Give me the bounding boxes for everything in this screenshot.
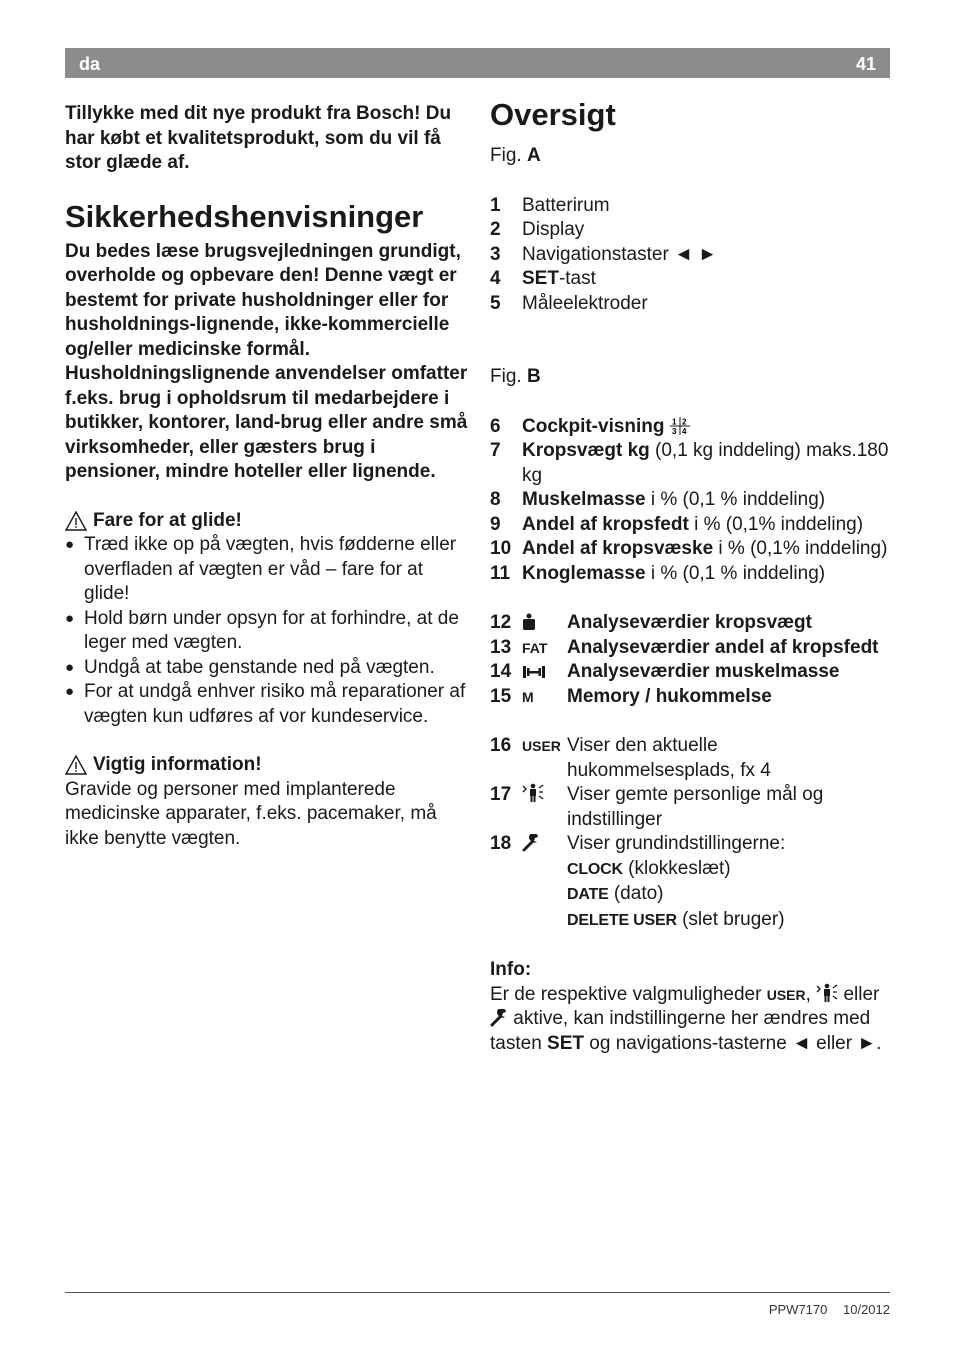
list-item: 6 Cockpit-visning 1 2 3 4 (490, 415, 890, 440)
list-item: 5 Måleelektroder (490, 292, 648, 314)
list-item: 3 Navigationstaster ◄ ► (490, 243, 717, 265)
fig-a-list (490, 194, 890, 317)
list-item: 13 FAT Analyseværdier andel af kropsfedt (490, 636, 890, 661)
right-column (490, 96, 890, 1056)
user-icon: USER (522, 738, 561, 754)
list-item: 4 SET-tast (490, 268, 596, 289)
warning-info-heading (65, 753, 470, 778)
edition-date: 10/2012 (843, 1302, 890, 1317)
intro-text: Tillykke med dit nye produkt fra Bosch! Du har købt et kvalitetsprodukt, som du vil få stor glæde af. (65, 103, 452, 173)
model-number: PPW7170 (768, 1302, 828, 1317)
list-item: 1 Batterirum (490, 194, 610, 216)
list-item: 15 M Memory / hukommelse (490, 685, 890, 710)
person-icon (522, 783, 544, 803)
cockpit-icon (670, 417, 690, 435)
list-item: ● Undgå at tabe genstande ned på vægten. (65, 656, 470, 681)
svg-text:2: 2 (681, 417, 687, 426)
footer-divider (65, 1292, 890, 1293)
dumbbell-icon (522, 664, 546, 680)
footer (769, 1298, 890, 1323)
weight-icon (522, 613, 536, 631)
language-code: da (79, 54, 101, 74)
warning-info-title: Vigtig information! (93, 754, 262, 775)
list-item: 11 Knoglemasse i % (0,1 % inddeling) (490, 562, 826, 584)
wrench-icon (522, 834, 540, 852)
info-title: Info: (490, 959, 532, 980)
safety-title: Sikkerhedshenvisninger (65, 198, 424, 234)
wrench-icon (490, 1009, 508, 1027)
list-item: 9 Andel af kropsfedt i % (0,1% inddeling) (490, 513, 864, 535)
list-item: 2 Display (490, 219, 585, 240)
safety-text: Du bedes læse brugsvejledningen grundigt, overholde og opbevare den! Denne vægt er bestemt for private husholdninger eller for husholdnings-lignende, ikke-kommercielle og/eller medicinske formål. Husholdningslignende anvendelser omfatter f.eks. brug i opholdsrum til medarbejdere i butikker, kontorer, land-brug eller andre små virksomheder, eller gæsters brug i pensioner, mindre hoteller eller lignende. (65, 240, 468, 482)
svg-text:1: 1 (671, 417, 677, 426)
analysis-list (490, 611, 890, 709)
svg-text:4: 4 (681, 426, 687, 435)
warning-info-text: Gravide og personer med implanterede medicinske apparater, f.eks. pacemaker, må ikke benytte vægten. (65, 778, 437, 849)
list-item: ● For at undgå enhver risiko må reparationer af vægten kun udføres af vor kundeservice. (65, 680, 470, 729)
header-bar (65, 48, 890, 78)
overview-title: Oversigt (490, 97, 616, 132)
info-text: Er de respektive valgmuligheder USER, eller aktive, kan indstillingerne her ændres med tasten SET og navigations-tasterne ◄ eller ►. (490, 983, 882, 1054)
person-icon (816, 983, 838, 1003)
fat-icon: FAT (522, 639, 548, 656)
warning-slip-list (65, 533, 470, 729)
warning-slip-title: Fare for at glide! (93, 509, 242, 531)
list-item: 10 Andel af kropsvæske i % (0,1% inddeling) (490, 538, 888, 559)
fig-b-caption: Fig. B (490, 366, 541, 387)
warning-icon (65, 511, 87, 531)
display-list (490, 734, 890, 933)
list-item: 17 Viser gemte personlige mål og indstillinger (490, 784, 824, 830)
list-item: 18 Viser grundindstillingerne: CLOCK (klokkeslæt) DATE (dato) DELETE USER (slet bruger) (490, 833, 786, 930)
fig-a-caption: Fig. A (490, 145, 541, 166)
page-number: 41 (855, 54, 876, 74)
warning-icon (65, 755, 87, 775)
list-item: ● Træd ikke op på vægten, hvis fødderne eller overfladen af vægten er våd – fare for at glide! (65, 533, 470, 607)
list-item: ● Hold børn under opsyn for at forhindre, at de leger med vægten. (65, 607, 470, 656)
list-item: 14 Analyseværdier muskelmasse (490, 661, 840, 682)
list-item: 7 Kropsvægt kg (0,1 kg inddeling) maks.180 kg (490, 440, 889, 486)
memory-icon: M (522, 688, 534, 705)
left-column (65, 102, 470, 851)
list-item: 8 Muskelmasse i % (0,1 % inddeling) (490, 489, 826, 510)
svg-text:3: 3 (671, 426, 677, 435)
fig-b-list (490, 415, 890, 587)
list-item: 12 Analyseværdier kropsvægt (490, 612, 812, 633)
warning-slip-heading (65, 509, 470, 534)
list-item: 16 USER Viser den aktuelle hukommelsesplads, fx 4 (490, 734, 890, 783)
